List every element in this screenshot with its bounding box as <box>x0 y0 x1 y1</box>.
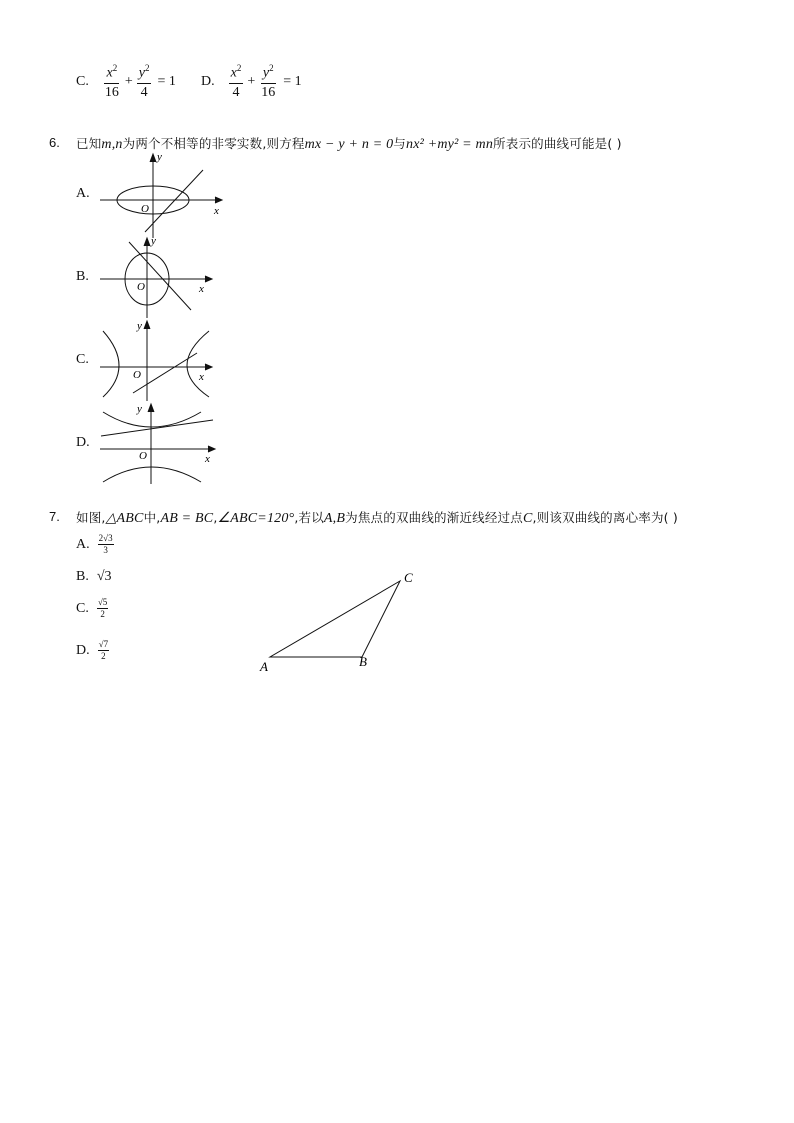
y-axis-arrow-icon <box>144 238 150 246</box>
q5-option-c-label: C. <box>76 74 89 89</box>
q7-option-b-label: B. <box>76 569 89 584</box>
x-label: x <box>205 453 210 465</box>
y-axis-arrow-icon <box>144 321 150 329</box>
hyperbola-upper-branch <box>103 412 201 427</box>
q7-option-a-label: A. <box>76 536 90 552</box>
q6-option-d-label: D. <box>76 435 90 450</box>
q7-triangle-figure <box>250 565 430 680</box>
q7-option-b <box>76 569 112 585</box>
y-axis-arrow-icon <box>148 404 154 412</box>
q5-option-c: C. $\frac{x^2}{16}$ + $\frac{y^2}{4}$ = 1 <box>76 63 176 100</box>
x-label: x <box>199 371 204 383</box>
q6-option-a-label: A. <box>76 186 90 201</box>
q6-option-d-graph <box>95 400 225 486</box>
y-label: y <box>157 151 162 163</box>
q5-option-d-label: D. <box>201 74 215 89</box>
q6-number: 6. <box>49 135 60 150</box>
hyperbola-left-branch <box>103 331 119 397</box>
q6-option-b-graph <box>95 234 220 320</box>
straight-line <box>145 170 203 232</box>
y-axis-arrow-icon <box>150 154 156 162</box>
q7-option-b-value: √3 <box>96 569 112 584</box>
q7-number: 7. <box>49 509 60 524</box>
q5-c-term2: $\frac{y^2}{4}$ <box>138 63 150 100</box>
origin-label: O <box>133 369 141 381</box>
hyperbola-lower-branch <box>103 467 201 482</box>
q5-c-term1: $\frac{x^2}{16}$ <box>104 63 119 100</box>
q7-option-d: D. $\frac{√7}{2}$ <box>76 639 109 661</box>
q7-option-c: C. $\frac{√5}{2}$ <box>76 597 108 619</box>
origin-label: O <box>139 450 147 462</box>
x-axis-arrow-icon <box>205 276 212 282</box>
vertex-c-label: C <box>404 570 413 585</box>
q7-option-c-label: C. <box>76 600 89 616</box>
q5-option-d: D. $\frac{x^2}{4}$ + $\frac{y^2}{16}$ = 1 <box>201 63 302 100</box>
q6-option-a-graph <box>95 150 230 240</box>
x-axis-arrow-icon <box>208 446 215 452</box>
q7-option-d-label: D. <box>76 642 90 658</box>
origin-label: O <box>137 281 145 293</box>
q5-d-term2: $\frac{y^2}{16}$ <box>261 63 276 100</box>
y-label: y <box>151 235 156 247</box>
y-label: y <box>137 320 142 332</box>
x-label: x <box>199 283 204 295</box>
x-axis-arrow-icon <box>205 364 212 370</box>
y-label: y <box>137 403 142 415</box>
vertex-b-label: B <box>359 654 367 669</box>
x-axis-arrow-icon <box>215 197 222 203</box>
q6-stem: 已知m,n为两个不相等的非零实数,则方程mx − y + n = 0与nx² +my² = mn所表示的曲线可能是( ) <box>76 136 622 152</box>
straight-line <box>133 353 197 393</box>
q7-option-a: A. $\frac{2√3}{3}$ <box>76 533 113 555</box>
q6-option-b-label: B. <box>76 269 89 284</box>
q6-option-c-graph <box>95 317 220 403</box>
q7-stem: 如图,△ABC中,AB = BC,∠ABC=120°,若以A,B为焦点的双曲线的渐近线经过点C,则该双曲线的离心率为( ) <box>76 510 679 526</box>
x-label: x <box>214 205 219 217</box>
origin-label: O <box>141 203 149 215</box>
q6-option-c-label: C. <box>76 352 89 367</box>
straight-line <box>101 420 213 436</box>
q5-d-term1: $\frac{x^2}{4}$ <box>230 63 242 100</box>
triangle-abc <box>270 581 400 657</box>
vertex-a-label: A <box>260 659 268 674</box>
